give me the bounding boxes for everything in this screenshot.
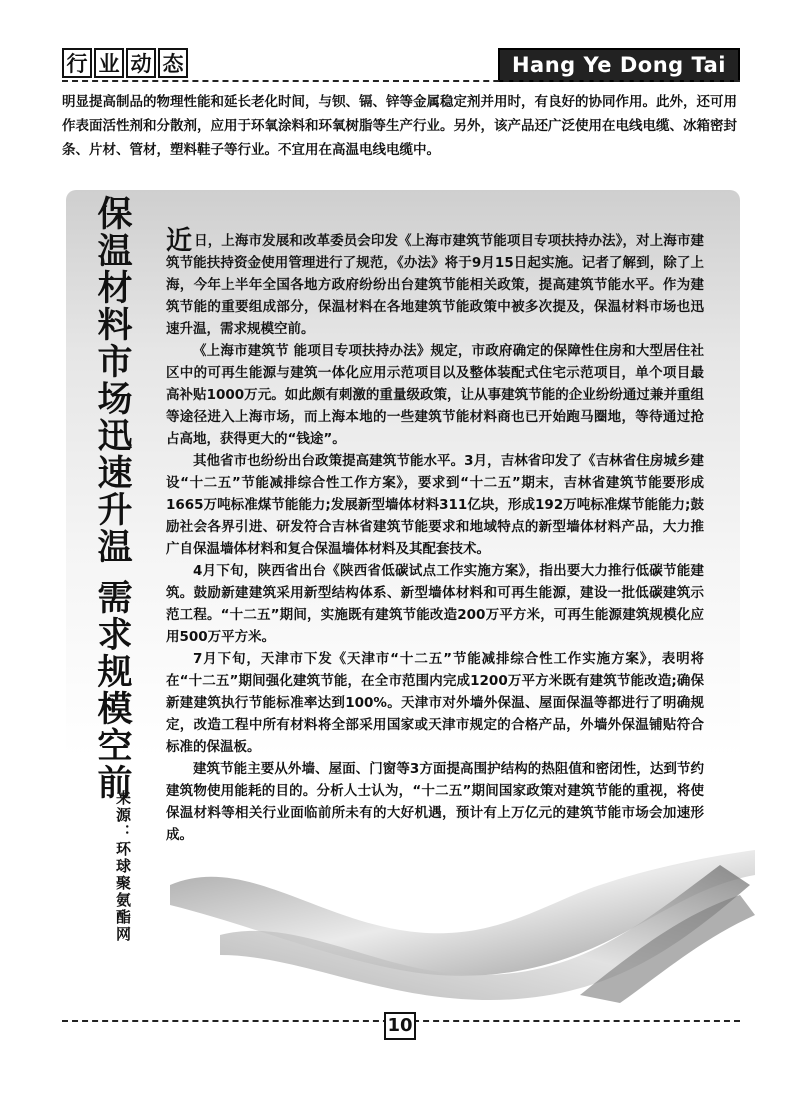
article-body [166,226,704,846]
continued-paragraph: 明显提高制品的物理性能和延长老化时间，与钡、镉、锌等金属稳定剂并用时，有良好的协同作用。此外，还可用作表面活性剂和分散剂，应用于环氧涂料和环氧树脂等生产行业。另外，该产品还广泛使用在电线电缆、冰箱密封条、片材、管材，塑料鞋子等行业。不宜用在高温电线电缆中。 [62,94,737,158]
section-title-char: 行 [62,48,92,78]
article-paragraph: 其他省市也纷纷出台政策提高建筑节能水平。3月，吉林省印发了《吉林省住房城乡建设“十二五”节能减排综合性工作方案》，要求到“十二五”期末，吉林省建筑节能要形成1665万吨标准煤节能能力;发展新型墙体材料311亿块，形成192万吨标准煤节能能力;鼓励社会各界引进、研发符合吉林省建筑节能要求和地域特点的新型墙体材料产品，大力推广自保温墙体材料和复合保温墙体材料及其配套技术。 [166,453,704,557]
article-paragraph: 7月下旬，天津市下发《天津市“十二五”节能减排综合性工作实施方案》，表明将在“十二五”期间强化建筑节能，在全市范围内完成1200万平方米既有建筑节能改造;确保新建建筑执行节能标准率达到100%。天津市对外墙外保温、屋面保温等都进行了明确规定，改造工程中所有材料将全部采用国家或天津市规定的合格产品，外墙外保温铺贴符合标准的保温板。 [166,651,704,755]
drop-cap: 近 [166,226,193,256]
section-title-char: 动 [126,48,156,78]
article-paragraph [166,226,704,340]
header-divider [62,80,740,82]
section-title-boxes [62,48,188,78]
page-number: 10 [384,1012,416,1040]
article-title: 保温材料市场迅速升温 需求规模空前 [92,195,132,802]
article-source: 来源：环球聚氨酯网 [114,790,132,943]
first-paragraph-text: 日，上海市发展和改革委员会印发《上海市建筑节能项目专项扶持办法》，对上海市建筑节能扶持资金使用管理进行了规范，《办法》将于9月15日起实施。记者了解到，除了上海，今年上半年全国各地方政府纷纷出台建筑节能相关政策，提高建筑节能水平。作为建筑节能的重要组成部分，保温材料在各地建筑节能政策中被多次提及，保温材料市场也迅速升温，需求规模空前。 [166,233,704,337]
section-title-char: 业 [94,48,124,78]
section-title-char: 态 [158,48,188,78]
page-header [62,44,740,84]
section-title-english: Hang Ye Dong Tai [498,48,740,82]
article-paragraph: 《上海市建筑节 能项目专项扶持办法》规定，市政府确定的保障性住房和大型居住社区中的可再生能源与建筑一体化应用示范项目以及整体装配式住宅示范项目，单个项目最高补贴1000万元。如此颇有刺激的重量级政策，让从事建筑节能的企业纷纷通过兼并重组等途径进入上海市场，而上海本地的一些建筑节能材料商也已开始跑马圈地，等待通过抢占高地，获得更大的“钱途”。 [166,343,704,447]
article-paragraph: 建筑节能主要从外墙、屋面、门窗等3方面提高围护结构的热阻值和密闭性，达到节约建筑物使用能耗的目的。分析人士认为，“十二五”期间国家政策对建筑节能的重视，将使保温材料等相关行业面临前所未有的大好机遇，预计有上万亿元的建筑节能市场会加速形成。 [166,761,704,843]
article-paragraph: 4月下旬，陕西省出台《陕西省低碳试点工作实施方案》，指出要大力推行低碳节能建筑。鼓励新建建筑采用新型结构体系、新型墙体材料和可再生能源，建设一批低碳建筑示范工程。“十二五”期间，实施既有建筑节能改造200万平方米，可再生能源建筑规模化应用500万平方米。 [166,563,704,645]
silk-ribbon-decoration [160,845,760,1005]
